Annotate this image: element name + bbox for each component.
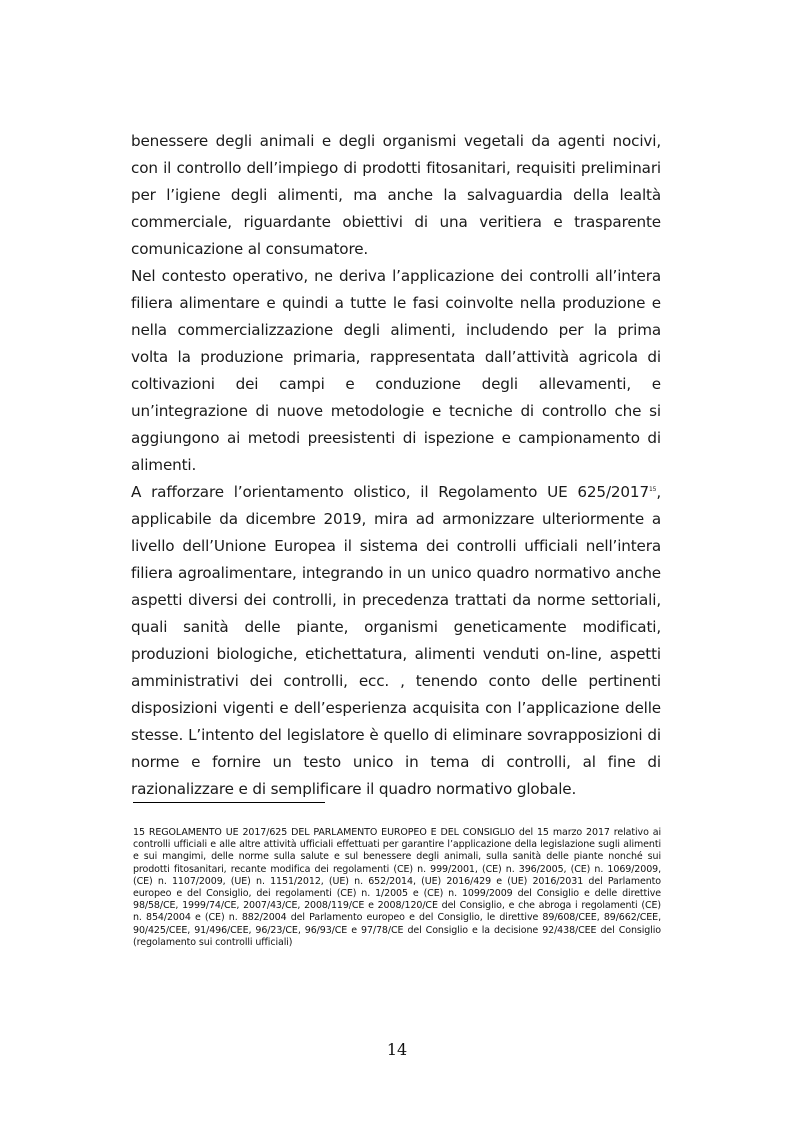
paragraph-text: A rafforzare l’orientamento olistico, il Regolamento UE 625/2017: [131, 483, 649, 501]
paragraph: Nel contesto operativo, ne deriva l’applicazione dei controlli all’intera filiera alimentare e quindi a tutte le fasi coinvolte nella produzione e nella commercializzazione degli alimenti, includendo per la prima volta la produzione primaria, rappresentata dall’attività agricola di coltivazioni dei campi e conduzione degli allevamenti, e un’integrazione di nuove metodologie e tecniche di controllo che si aggiungono ai metodi preesistenti di ispezione e campionamento di alimenti.: [131, 267, 661, 474]
footnote-divider: [133, 802, 325, 803]
paragraph: benessere degli animali e degli organismi vegetali da agenti nocivi, con il controllo dell’impiego di prodotti fitosanitari, requisiti preliminari per l’igiene degli alimenti, ma anche la salvaguardia della lealtà commerciale, riguardante obiettivi di una veritiera e trasparente comunicazione al consumatore.: [131, 132, 661, 258]
footnote-text: REGOLAMENTO UE 2017/625 DEL PARLAMENTO EUROPEO E DEL CONSIGLIO del 15 marzo 2017 relativo ai controlli ufficiali e alle altre attività ufficiali effettuati per garantire l’applicazione della legislazione sugli alimenti e sui mangimi, delle norme sulla salute e sul benessere degli animali, sulla sanità delle piante nonché sui prodotti fitosanitari, recante modifica dei regolamenti (CE) n. 999/2001, (CE) n. 396/2005, (CE) n. 1069/2009, (CE) n. 1107/2009, (UE) n. 1151/2012, (UE) n. 652/2014, (UE) 2016/429 e (UE) 2016/2031 del Parlamento europeo e del Consiglio, dei regolamenti (CE) n. 1/2005 e (CE) n. 1099/2009 del Consiglio e delle direttive 98/58/CE, 1999/74/CE, 2007/43/CE, 2008/119/CE e 2008/120/CE del Consiglio, e che abroga i regolamenti (CE) n. 854/2004 e (CE) n. 882/2004 del Parlamento europeo e del Consiglio, le direttive 89/608/CEE, 89/662/CEE, 90/425/CEE, 91/496/CEE, 96/23/CE, 96/93/CE e 97/78/CE del Consiglio e la decisione 92/438/CEE del Consiglio (regolamento sui controlli ufficiali): [133, 827, 662, 948]
footnote-number: 15: [133, 827, 145, 838]
paragraph-text: , applicabile da dicembre 2019, mira ad armonizzare ulteriormente a livello dell’Unione Europea il sistema dei controlli ufficiali nell’intera filiera agroalimentare, integrando in un unico quadro normativo anche aspetti diversi dei controlli, in precedenza trattati da norme settoriali, quali sanità delle piante, organismi geneticamente modificati, produzioni biologiche, etichettatura, alimenti venduti on-line, aspetti amministrativi dei controlli, ecc. , tenendo conto delle pertinenti disposizioni vigenti e dell’esperienza acquisita con l’applicazione delle stesse. L’intento del legislatore è quello di eliminare sovrapposizioni di norme e fornire un testo unico in tema di controlli, al fine di razionalizzare e di semplificare il quadro normativo globale.: [131, 483, 661, 798]
paragraph: [131, 479, 661, 803]
footnote: [133, 827, 661, 949]
footnote-reference[interactable]: 15: [648, 486, 657, 493]
body-text: [131, 128, 661, 803]
page-number: 14: [386, 1040, 408, 1059]
